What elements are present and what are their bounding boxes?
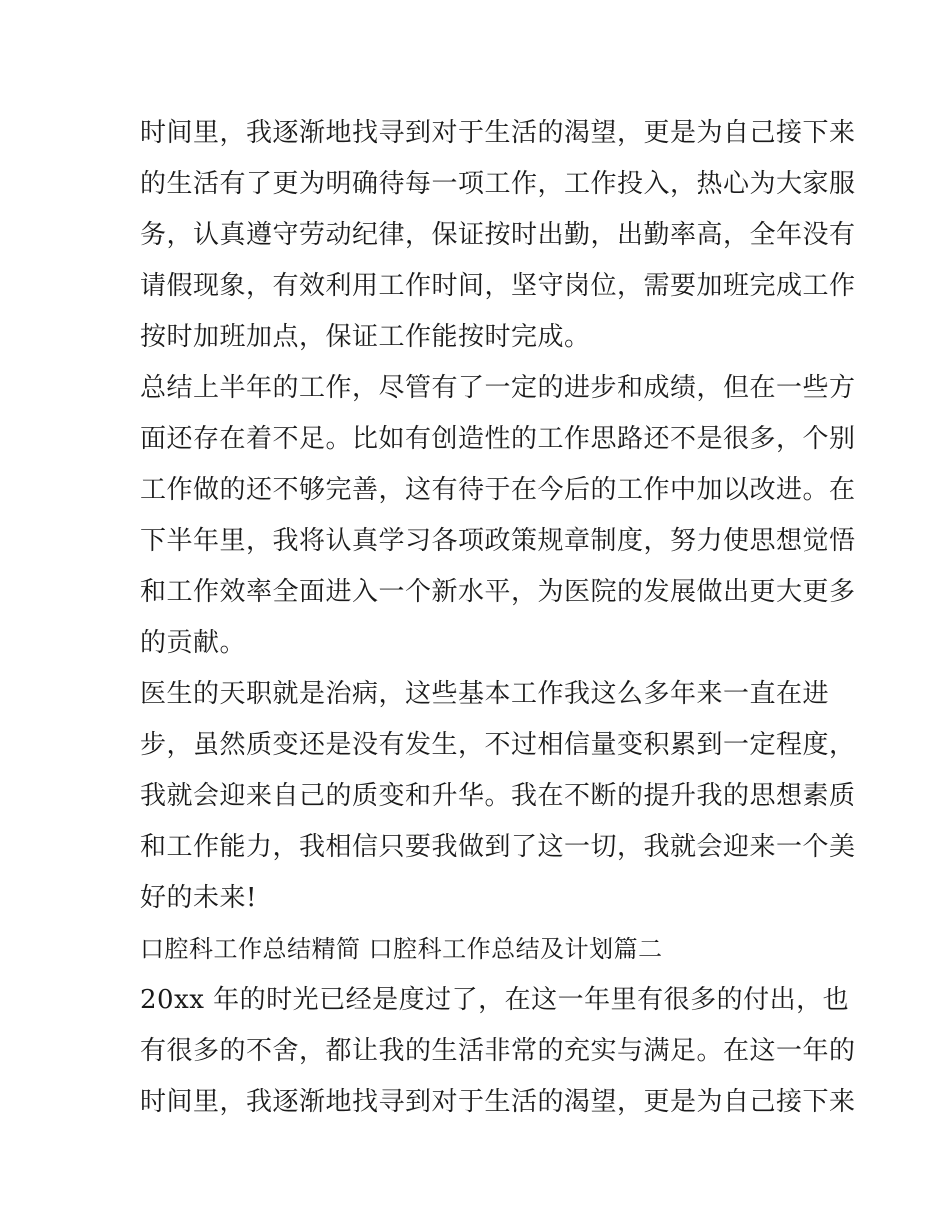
text-line: 面还存在着不足。比如有创造性的工作思路还不是很多，个别 [140,424,856,454]
section-heading: 口腔科工作总结精简 口腔科工作总结及计划篇二 [140,935,663,963]
text-line: 时间里，我逐渐地找寻到对于生活的渴望，更是为自己接下来 [140,118,856,148]
text-line: 好的未来! [140,883,257,913]
text-line: 的贡献。 [140,628,247,658]
text-line: 和工作能力，我相信只要我做到了这一切，我就会迎来一个美 [140,832,856,862]
text-line: 总结上半年的工作，尽管有了一定的进步和成绩，但在一些方 [140,373,856,403]
text-line: 的生活有了更为明确待每一项工作，工作投入，热心为大家服 [140,169,856,199]
document-body [140,108,856,1128]
text-line: 步，虽然质变还是没有发生，不过相信量变积累到一定程度， [140,730,856,760]
text-line: 按时加班加点，保证工作能按时完成。 [140,322,591,352]
text-line: 20xx 年的时光已经是度过了，在这一年里有很多的付出，也 [140,985,850,1015]
text-line: 下半年里，我将认真学习各项政策规章制度，努力使思想觉悟 [140,526,856,556]
text-line: 请假现象，有效利用工作时间，坚守岗位，需要加班完成工作 [140,271,856,301]
text-line: 工作做的还不够完善，这有待于在今后的工作中加以改进。在 [140,475,856,505]
text-line: 时间里，我逐渐地找寻到对于生活的渴望，更是为自己接下来 [140,1087,856,1117]
text-line: 务，认真遵守劳动纪律，保证按时出勤，出勤率高，全年没有 [140,220,856,250]
text-line: 医生的天职就是治病，这些基本工作我这么多年来一直在进 [140,679,830,709]
text-line: 和工作效率全面进入一个新水平，为医院的发展做出更大更多 [140,577,856,607]
text-line: 有很多的不舍，都让我的生活非常的充实与满足。在这一年的 [140,1036,856,1066]
text-line: 我就会迎来自己的质变和升华。我在不断的提升我的思想素质 [140,781,856,811]
